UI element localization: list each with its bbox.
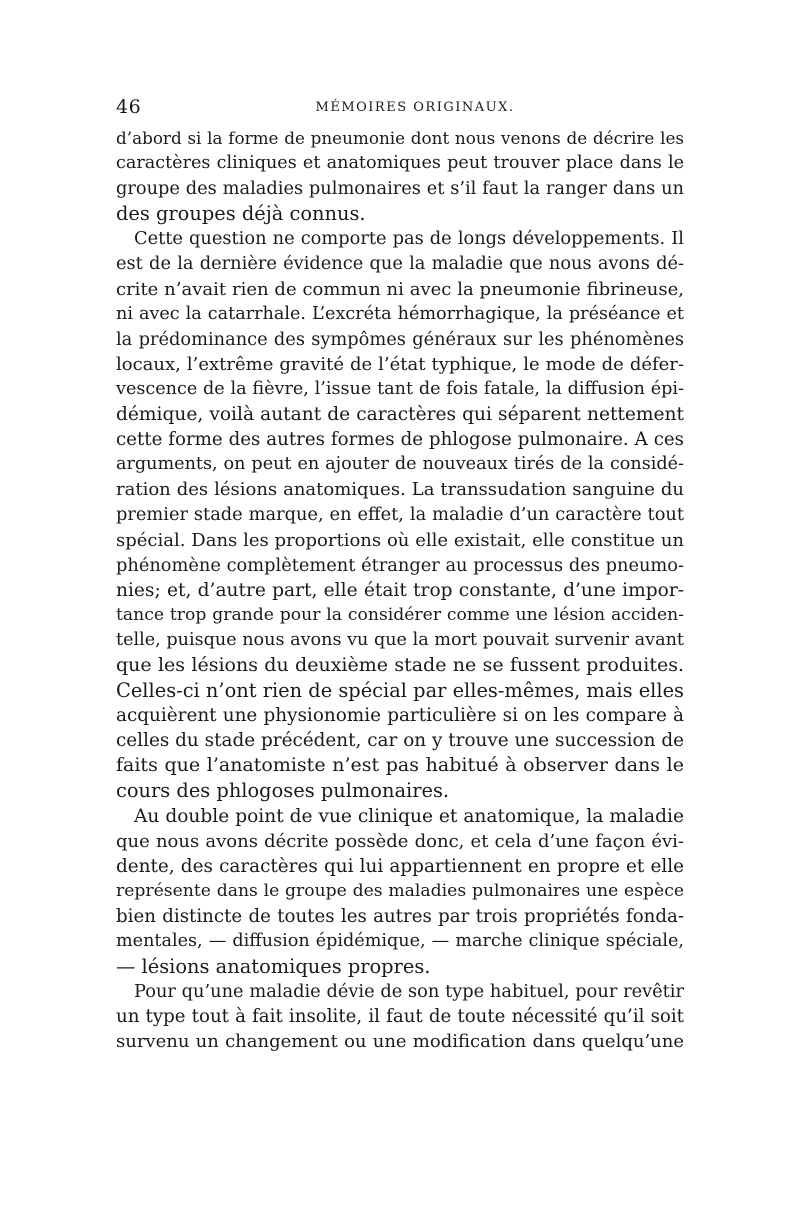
text-line: des groupes déjà connus. bbox=[116, 202, 366, 226]
text-line: Pour qu’une maladie dévie de son type habituel, pour revêtir bbox=[134, 981, 684, 1003]
text-line: ration des lésions anatomiques. La transsudation sanguine du bbox=[116, 479, 684, 501]
text-line: la prédominance des sympômes généraux sur les phénomènes bbox=[116, 328, 684, 350]
paragraph bbox=[116, 979, 684, 1054]
text-line: Cette question ne comporte pas de longs développements. Il bbox=[134, 228, 684, 250]
paragraph bbox=[116, 126, 684, 226]
text-line: représente dans le groupe des maladies pulmonaires une espèce bbox=[116, 880, 684, 901]
text-line: démique, voilà autant de caractères qui séparent nettement bbox=[116, 404, 684, 426]
text-line: un type tout à fait insolite, il faut de toute nécessité qu’il soit bbox=[116, 1006, 684, 1028]
text-line: crite n’avait rien de commun ni avec la pneumonie fibrineuse, bbox=[116, 278, 684, 300]
text-line: nies; et, d’autre part, elle était trop constante, d’une impor- bbox=[116, 579, 684, 601]
paragraph bbox=[116, 804, 684, 980]
text-line: spécial. Dans les proportions où elle existait, elle constitue un bbox=[116, 529, 684, 551]
text-line: caractères cliniques et anatomiques peut trouver place dans le bbox=[116, 153, 684, 174]
paragraph bbox=[116, 226, 684, 803]
text-line: Celles-ci n’ont rien de spécial par elles-mêmes, mais elles bbox=[116, 679, 684, 703]
text-line: arguments, on peut en ajouter de nouveaux tirés de la considé- bbox=[116, 454, 684, 475]
text-line: cours des phlogoses pulmonaires. bbox=[116, 779, 450, 803]
text-line: que nous avons décrite possède donc, et cela d’une façon évi- bbox=[116, 830, 684, 852]
body-text bbox=[116, 126, 684, 1054]
text-line: cette forme des autres formes de phlogose pulmonaire. A ces bbox=[116, 429, 684, 451]
text-line: faits que l’anatomiste n’est pas habitué à observer dans le bbox=[116, 754, 684, 777]
text-line: mentales, — diffusion épidémique, — marche clinique spéciale, bbox=[116, 931, 684, 951]
text-line: survenu un changement ou une modification dans quelqu’une bbox=[116, 1031, 684, 1053]
text-line: telle, puisque nous avons vu que la mort pouvait survenir avant bbox=[116, 629, 684, 650]
text-line: d’abord si la forme de pneumonie dont nous venons de décrire les bbox=[116, 128, 684, 148]
text-line: Au double point de vue clinique et anatomique, la maladie bbox=[134, 805, 684, 827]
page-number: 46 bbox=[116, 96, 142, 118]
text-line: est de la dernière évidence que la maladie que nous avons dé- bbox=[116, 253, 684, 275]
text-line: bien distincte de toutes les autres par trois propriétés fonda- bbox=[116, 905, 684, 927]
text-line: phénomène complètement étranger au processus des pneumo- bbox=[116, 554, 684, 576]
text-line: celles du stade précédent, car on y trouve une succession de bbox=[116, 730, 684, 752]
text-line: dente, des caractères qui lui appartiennent en propre et elle bbox=[116, 855, 684, 877]
running-head: MÉMOIRES ORIGINAUX. bbox=[315, 100, 515, 115]
page-header bbox=[116, 96, 684, 126]
text-line: groupe des maladies pulmonaires et s’il faut la ranger dans un bbox=[116, 178, 684, 200]
text-line: ni avec la catarrhale. L’excréta hémorrhagique, la préséance et bbox=[116, 303, 684, 324]
text-line: — lésions anatomiques propres. bbox=[116, 955, 431, 979]
text-line: que les lésions du deuxième stade ne se fussent produites. bbox=[116, 653, 684, 676]
book-page bbox=[116, 96, 684, 1054]
text-line: vescence de la fièvre, l’issue tant de fois fatale, la diffusion épi- bbox=[116, 378, 684, 399]
text-line: locaux, l’extrême gravité de l’état typhique, le mode de défer- bbox=[116, 353, 684, 375]
text-line: acquièrent une physionomie particulière si on les compare à bbox=[116, 705, 684, 727]
text-line: premier stade marque, en effet, la maladie d’un caractère tout bbox=[116, 504, 684, 526]
text-line: tance trop grande pour la considérer comme une lésion acciden- bbox=[116, 604, 684, 625]
